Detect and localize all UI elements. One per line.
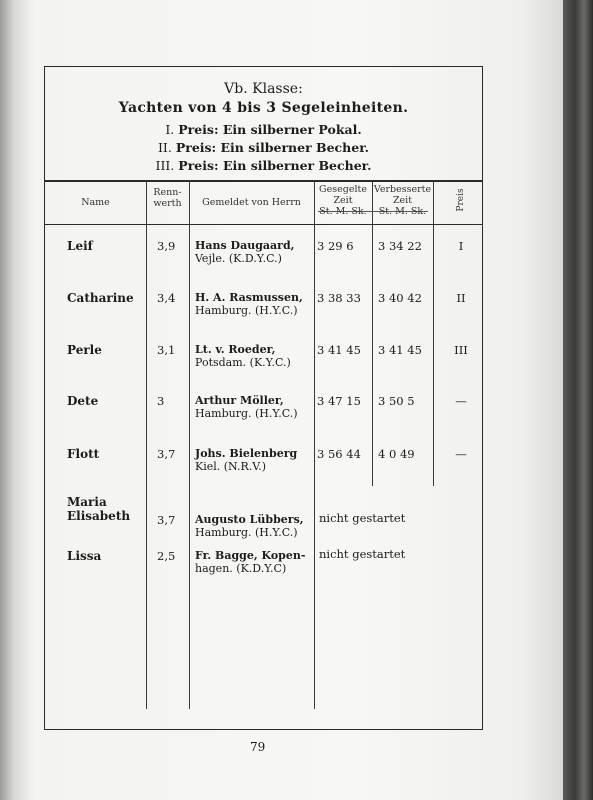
corrected-time: 3 41 45 [378, 343, 422, 357]
rating-value: 3 [157, 394, 165, 408]
col-divider [189, 181, 190, 709]
col-header-sailed-time: Gesegelte Zeit St. M. Sk. [319, 184, 367, 217]
rating-value: 3,9 [157, 239, 176, 253]
yacht-name: Dete [67, 394, 99, 408]
prize-line-3: III. Preis: Ein silberner Becher. [155, 158, 372, 173]
corrected-time: 4 0 49 [378, 447, 415, 461]
col-divider [146, 181, 147, 709]
status-not-started: nicht gestartet [319, 547, 406, 561]
class-subtitle: Yachten von 4 bis 3 Segeleinheiten. [118, 100, 409, 116]
yacht-name: Lissa [67, 549, 102, 563]
col-divider [314, 181, 315, 709]
yacht-name: Flott [67, 447, 100, 461]
owner-entry: Johs. Bielenberg Kiel. (N.R.V.) [195, 447, 298, 473]
sailed-time: 3 29 6 [317, 239, 354, 253]
col-header-prize: Preis [456, 188, 466, 212]
yacht-name: Leif [67, 239, 93, 253]
col-header-rating: Renn- werth [153, 187, 182, 209]
col-header-owner: Gemeldet von Herrn [202, 197, 301, 208]
corrected-time: 3 40 42 [378, 291, 422, 305]
class-title: Vb. Klasse: [224, 81, 303, 97]
yacht-name: Catharine [67, 291, 134, 305]
yacht-name: Perle [67, 343, 102, 357]
rating-value: 2,5 [157, 549, 176, 563]
page-number: 79 [250, 740, 266, 754]
book-edge [563, 0, 593, 800]
prize-line-2: II. Preis: Ein silberner Becher. [157, 140, 369, 155]
status-not-started: nicht gestartet [319, 511, 406, 525]
corrected-time: 3 34 22 [378, 239, 422, 253]
prize-value: II [456, 291, 466, 305]
col-header-corrected-time: Verbesserte Zeit St. M. Sk. [373, 184, 432, 217]
owner-entry: Arthur Möller, Hamburg. (H.Y.C.) [195, 394, 298, 420]
corrected-time: 3 50 5 [378, 394, 415, 408]
rating-value: 3,7 [157, 447, 176, 461]
sailed-time: 3 47 15 [317, 394, 361, 408]
page-frame [44, 66, 483, 730]
sailed-time: 3 38 33 [317, 291, 361, 305]
prize-line-1: I. Preis: Ein silberner Pokal. [165, 122, 362, 137]
rating-value: 3,1 [157, 343, 176, 357]
owner-entry: Fr. Bagge, Kopen- hagen. (K.D.Y.C) [195, 549, 306, 575]
sailed-time: 3 56 44 [317, 447, 361, 461]
prize-value: I [458, 239, 464, 253]
prize-value: — [455, 394, 467, 408]
rating-value: 3,4 [157, 291, 176, 305]
col-divider [372, 181, 373, 486]
owner-entry: Lt. v. Roeder, Potsdam. (K.Y.C.) [195, 343, 291, 369]
table-top-rule [45, 180, 482, 182]
rating-value: 3,7 [157, 513, 176, 527]
owner-entry: Hans Daugaard, Vejle. (K.D.Y.C.) [195, 239, 295, 265]
col-divider [433, 181, 434, 486]
prize-value: — [455, 447, 467, 461]
table-header-rule [45, 224, 482, 225]
prize-value: III [454, 343, 468, 357]
owner-entry: Augusto Lübbers, Hamburg. (H.Y.C.) [195, 513, 304, 539]
sailed-time: 3 41 45 [317, 343, 361, 357]
owner-entry: H. A. Rasmussen, Hamburg. (H.Y.C.) [195, 291, 303, 317]
yacht-name: Maria Elisabeth [67, 495, 131, 523]
col-header-name: Name [81, 197, 110, 208]
